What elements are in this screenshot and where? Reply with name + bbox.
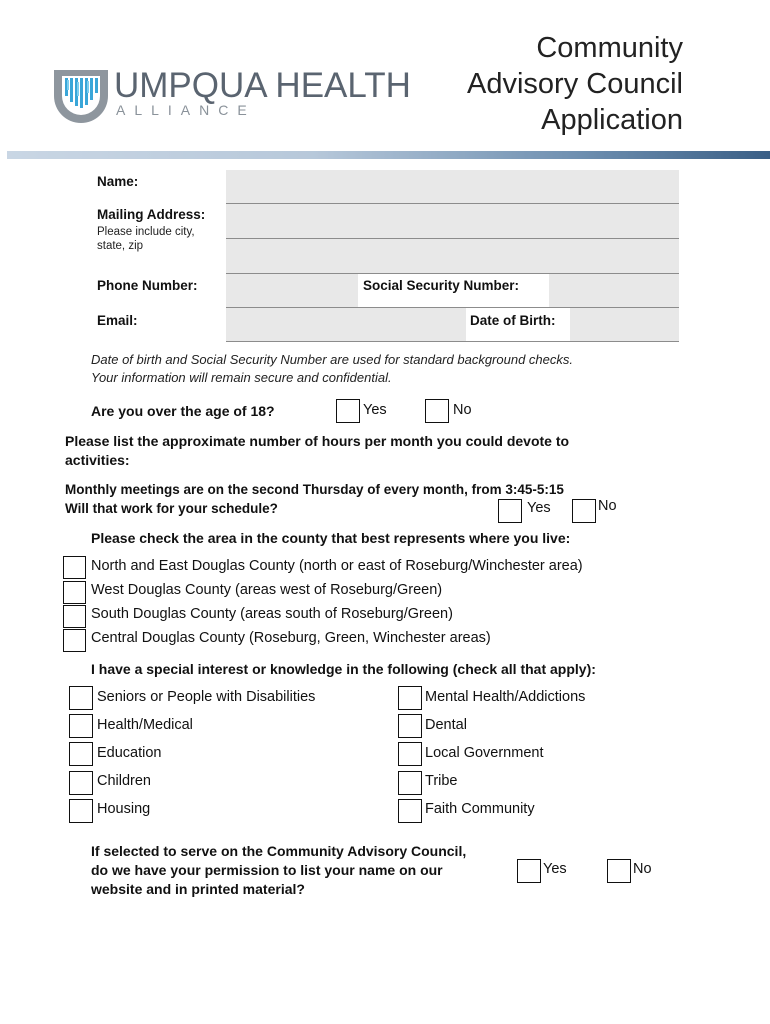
permission-yes-checkbox[interactable] (517, 859, 541, 883)
interest-label: Housing (97, 801, 151, 817)
name-field[interactable] (226, 170, 679, 203)
meetings-no-label: No (598, 498, 617, 514)
dob-field[interactable] (570, 308, 679, 341)
interest-checkbox[interactable] (398, 686, 422, 710)
phone-label: Phone Number: (97, 278, 198, 293)
email-field[interactable] (226, 308, 466, 341)
age-yes-checkbox[interactable] (336, 399, 360, 423)
phone-field[interactable] (226, 274, 358, 307)
hours-question: Please list the approximate number of hours per month you could devote to activities: (65, 433, 570, 468)
dob-label: Date of Birth: (470, 313, 556, 328)
page-title (383, 30, 683, 138)
permission-no-label: No (633, 861, 652, 877)
meetings-yes-label: Yes (527, 500, 551, 516)
meetings-line-1: Monthly meetings are on the second Thursday of every month, from 3:45-5:15 (65, 482, 564, 497)
age-question: Are you over the age of 18? (91, 403, 275, 419)
privacy-note-line-1: Date of birth and Social Security Number are used for standard background checks. (91, 352, 573, 367)
area-option-checkbox[interactable] (63, 629, 86, 652)
interest-checkbox[interactable] (398, 714, 422, 738)
address-label: Mailing Address: (97, 207, 206, 222)
divider (226, 238, 679, 239)
email-label: Email: (97, 313, 138, 328)
age-no-checkbox[interactable] (425, 399, 449, 423)
address-hint: Please include city, state, zip (97, 226, 195, 252)
interest-label: Local Government (425, 745, 544, 761)
name-label: Name: (97, 174, 139, 189)
logo-subtitle: ALLIANCE (116, 102, 256, 118)
interest-label: Tribe (425, 773, 458, 789)
interest-checkbox[interactable] (69, 742, 93, 766)
interest-checkbox[interactable] (398, 799, 422, 823)
divider (226, 341, 679, 342)
logo-name: UMPQUA HEALTH (114, 66, 411, 105)
logo (52, 66, 411, 126)
title-line-3: Application (541, 104, 683, 136)
permission-no-checkbox[interactable] (607, 859, 631, 883)
permission-yes-label: Yes (543, 861, 567, 877)
permission-line-2: do we have your permission to list your name on our (91, 862, 443, 878)
meetings-no-checkbox[interactable] (572, 499, 596, 523)
meetings-yes-checkbox[interactable] (498, 499, 522, 523)
interest-checkbox[interactable] (398, 771, 422, 795)
interest-label: Mental Health/Addictions (425, 689, 586, 705)
area-option-label: South Douglas County (areas south of Roseburg/Green) (91, 606, 453, 622)
title-line-2: Advisory Council (467, 68, 683, 100)
interest-label: Children (97, 773, 151, 789)
interest-label: Education (97, 745, 162, 761)
area-option-label: West Douglas County (areas west of Roseburg/Green) (91, 582, 443, 598)
interest-checkbox[interactable] (69, 714, 93, 738)
interest-label: Health/Medical (97, 717, 193, 733)
interest-checkbox[interactable] (69, 686, 93, 710)
area-option-checkbox[interactable] (63, 581, 86, 604)
ssn-field[interactable] (549, 274, 679, 307)
ssn-label: Social Security Number: (363, 278, 520, 293)
age-no-label: No (453, 402, 472, 418)
header-band (7, 151, 770, 159)
area-option-checkbox[interactable] (63, 556, 86, 579)
interest-label: Seniors or People with Disabilities (97, 689, 316, 705)
area-option-checkbox[interactable] (63, 605, 86, 628)
interest-checkbox[interactable] (398, 742, 422, 766)
interest-checkbox[interactable] (69, 771, 93, 795)
area-option-label: North and East Douglas County (north or east of Roseburg/Winchester area) (91, 558, 583, 574)
age-yes-label: Yes (363, 402, 387, 418)
area-option-label: Central Douglas County (Roseburg, Green, Winchester areas) (91, 630, 491, 646)
interest-label: Dental (425, 717, 467, 733)
area-question: Please check the area in the county that best represents where you live: (91, 530, 571, 546)
interest-checkbox[interactable] (69, 799, 93, 823)
title-line-1: Community (536, 32, 683, 64)
interest-question: I have a special interest or knowledge in the following (check all that apply): (91, 661, 596, 677)
permission-line-1: If selected to serve on the Community Advisory Council, (91, 843, 467, 859)
interest-label: Faith Community (425, 801, 535, 817)
privacy-note-line-2: Your information will remain secure and confidential. (91, 370, 392, 385)
permission-line-3: website and in printed material? (91, 881, 305, 897)
meetings-line-2: Will that work for your schedule? (65, 501, 278, 516)
umpqua-shield-logo-icon (52, 66, 110, 124)
